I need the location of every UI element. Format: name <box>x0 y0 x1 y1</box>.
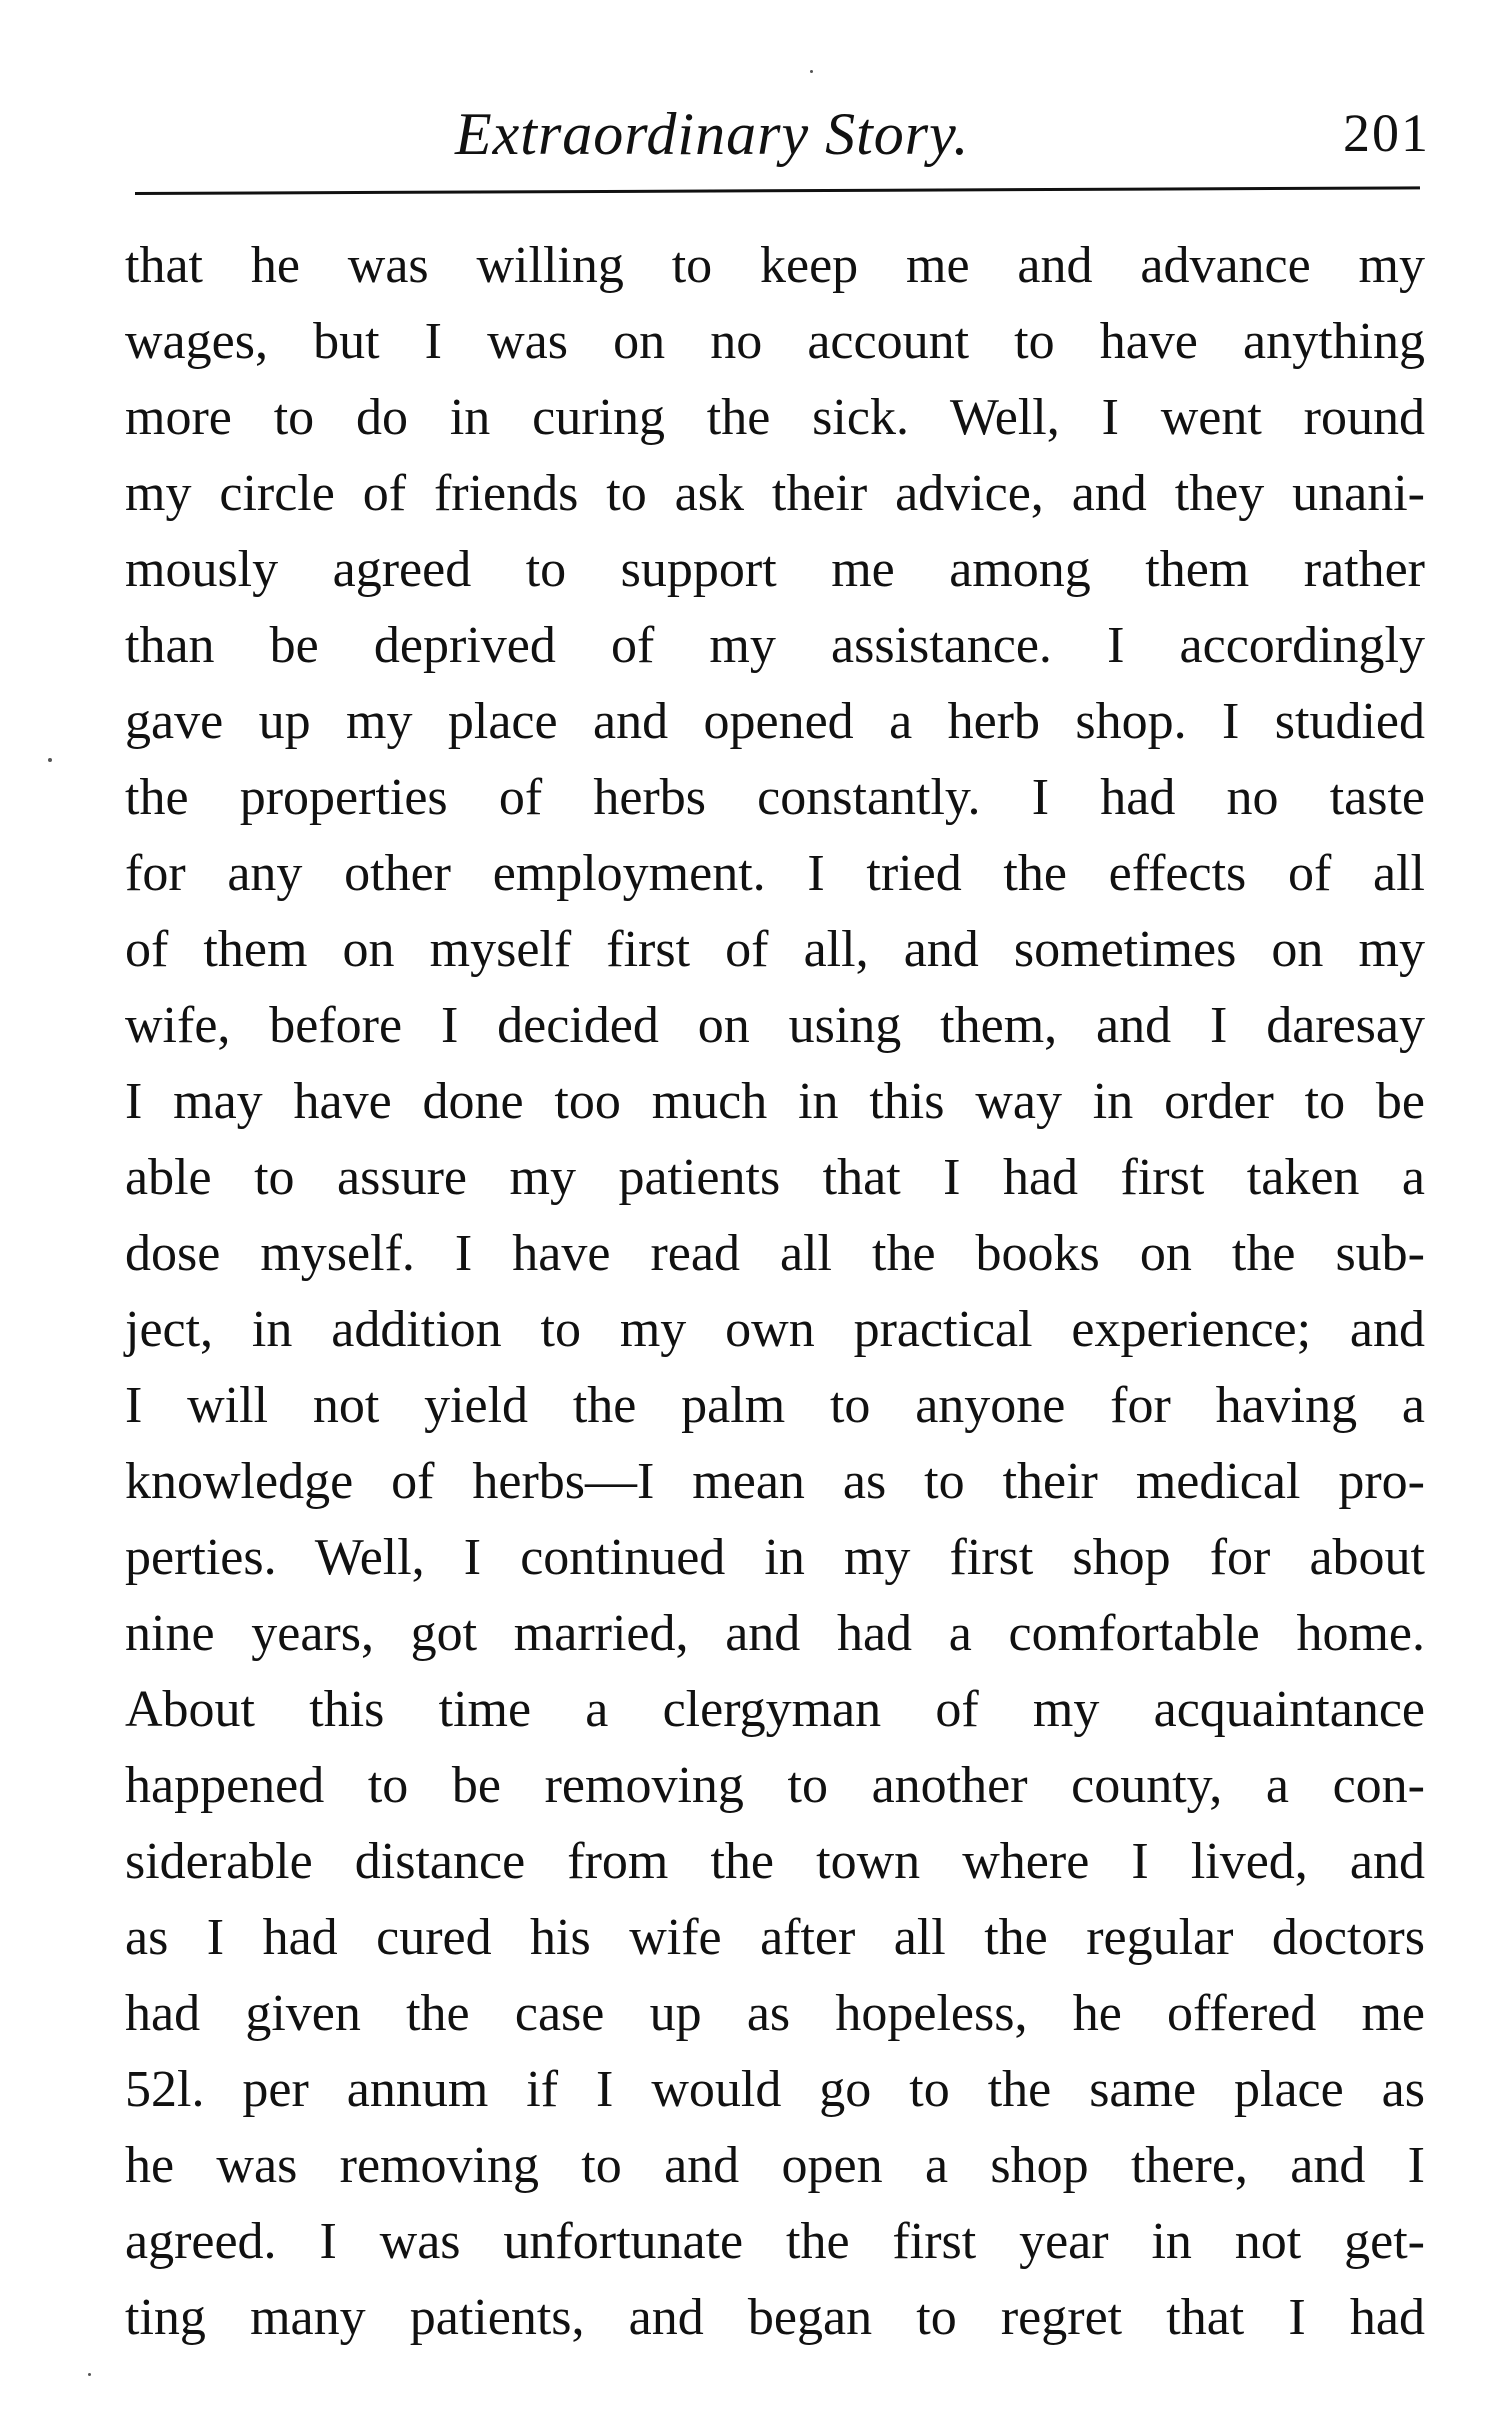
text-line: ject, in addition to my own practical experience; and <box>125 1301 1425 1358</box>
text-line: knowledge of herbs—I mean as to their medical pro- <box>125 1453 1425 1510</box>
text-line: able to assure my patients that I had first taken a <box>125 1149 1425 1206</box>
body-text <box>125 228 1425 2356</box>
running-title: Extraordinary Story. <box>455 101 970 167</box>
text-line: he was removing to and open a shop there, and I <box>125 2137 1425 2194</box>
scan-speck <box>88 2373 91 2376</box>
running-head <box>130 100 1430 170</box>
text-line: I will not yield the palm to anyone for having a <box>125 1377 1425 1434</box>
text-line: dose myself. I have read all the books on the sub- <box>125 1225 1425 1282</box>
text-line: that he was willing to keep me and advance my <box>125 237 1425 294</box>
text-line: happened to be removing to another county, a con- <box>125 1757 1425 1814</box>
text-line: as I had cured his wife after all the regular doctors <box>125 1909 1425 1966</box>
text-line: siderable distance from the town where I lived, and <box>125 1833 1425 1890</box>
text-line: wife, before I decided on using them, and I daresay <box>125 997 1425 1054</box>
text-line: perties. Well, I continued in my first shop for about <box>125 1529 1425 1586</box>
text-line: About this time a clergyman of my acquaintance <box>125 1681 1425 1738</box>
text-line: wages, but I was on no account to have anything <box>125 313 1425 370</box>
text-line: of them on myself first of all, and sometimes on my <box>125 921 1425 978</box>
text-line: gave up my place and opened a herb shop. I studied <box>125 693 1425 750</box>
text-line: my circle of friends to ask their advice, and they unani- <box>125 465 1425 522</box>
text-line: had given the case up as hopeless, he offered me <box>125 1985 1425 2042</box>
text-line: more to do in curing the sick. Well, I went round <box>125 389 1425 446</box>
text-line: ting many patients, and began to regret that I had <box>125 2289 1425 2346</box>
text-line: mously agreed to support me among them rather <box>125 541 1425 598</box>
text-line: 52l. per annum if I would go to the same place as <box>125 2061 1425 2118</box>
page-number: 201 <box>1343 103 1430 163</box>
header-rule <box>135 186 1420 195</box>
text-line: for any other employment. I tried the effects of all <box>125 845 1425 902</box>
text-line: I may have done too much in this way in order to be <box>125 1073 1425 1130</box>
scan-speck <box>48 758 52 762</box>
text-line: the properties of herbs constantly. I had no taste <box>125 769 1425 826</box>
scan-speck <box>810 70 813 73</box>
text-line: agreed. I was unfortunate the first year in not get- <box>125 2213 1425 2270</box>
text-line: nine years, got married, and had a comfortable home. <box>125 1605 1425 1662</box>
text-line: than be deprived of my assistance. I accordingly <box>125 617 1425 674</box>
